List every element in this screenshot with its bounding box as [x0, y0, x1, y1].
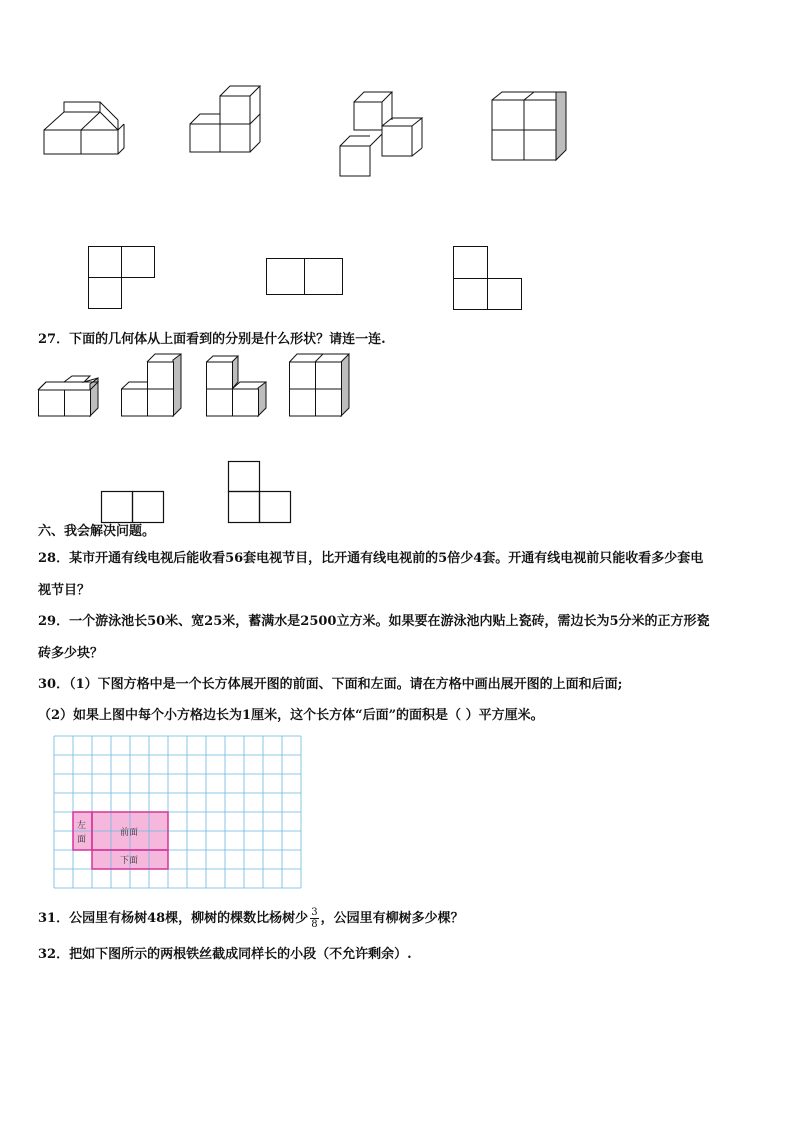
net-bottom-label: 下面	[120, 856, 139, 866]
q27-solid-4	[289, 352, 355, 418]
q29-line1: 29．一个游泳池长50米、宽25米，蓄满水是2500立方米。如果要在游泳池内贴上瓷砖，需边长为5分米的正方形瓷	[38, 614, 710, 629]
top-solid-4	[488, 88, 573, 163]
q31-fraction: $\frac{3}{8}$	[311, 907, 318, 930]
net-front-label: 前面	[120, 828, 139, 838]
q27-view-1	[101, 491, 167, 525]
top-view-3	[453, 246, 525, 312]
top-solid-1	[40, 96, 130, 166]
q30-part2: （2）如果上图中每个小方格边长为1厘米，这个长方体“后面”的面积是（ ）平方厘米。	[38, 708, 544, 723]
q32-text: 32．把如下图所示的两根铁丝截成同样长的小段（不允许剩余）.	[38, 947, 412, 962]
net-left-label-top: 左	[77, 821, 87, 831]
top-solid-2	[186, 82, 266, 157]
q31-text: 31．公园里有杨树48棵，柳树的棵数比杨树少 $\frac{3}{8}$ ，公园里有柳树多少棵？	[38, 907, 464, 930]
q30-grid	[54, 736, 320, 894]
q27-solid-1	[38, 372, 106, 418]
q27-solid-2	[121, 352, 185, 418]
top-view-2	[266, 258, 346, 298]
q29-line2: 砖多少块？	[38, 646, 104, 661]
q30-part1: 30．（1）下图方格中是一个长方体展开图的前面、下面和左面。请在方格中画出展开图的上面和后面;	[38, 677, 623, 692]
top-view-1	[88, 246, 158, 310]
q27-solid-3	[206, 352, 272, 418]
net-left-label-bottom: 面	[77, 835, 87, 845]
q27-view-2	[228, 461, 294, 525]
section-6-title: 六、我会解决问题。	[38, 524, 156, 539]
top-solid-3	[336, 88, 431, 178]
q28-line2: 视节目？	[38, 583, 91, 598]
q27-text: 27．下面的几何体从上面看到的分别是什么形状？请连一连.	[38, 332, 386, 347]
q28-line1: 28．某市开通有线电视后能收看56套电视节目，比开通有线电视前的5倍少4套。开通有线电视前只能收看多少套电	[38, 551, 704, 566]
